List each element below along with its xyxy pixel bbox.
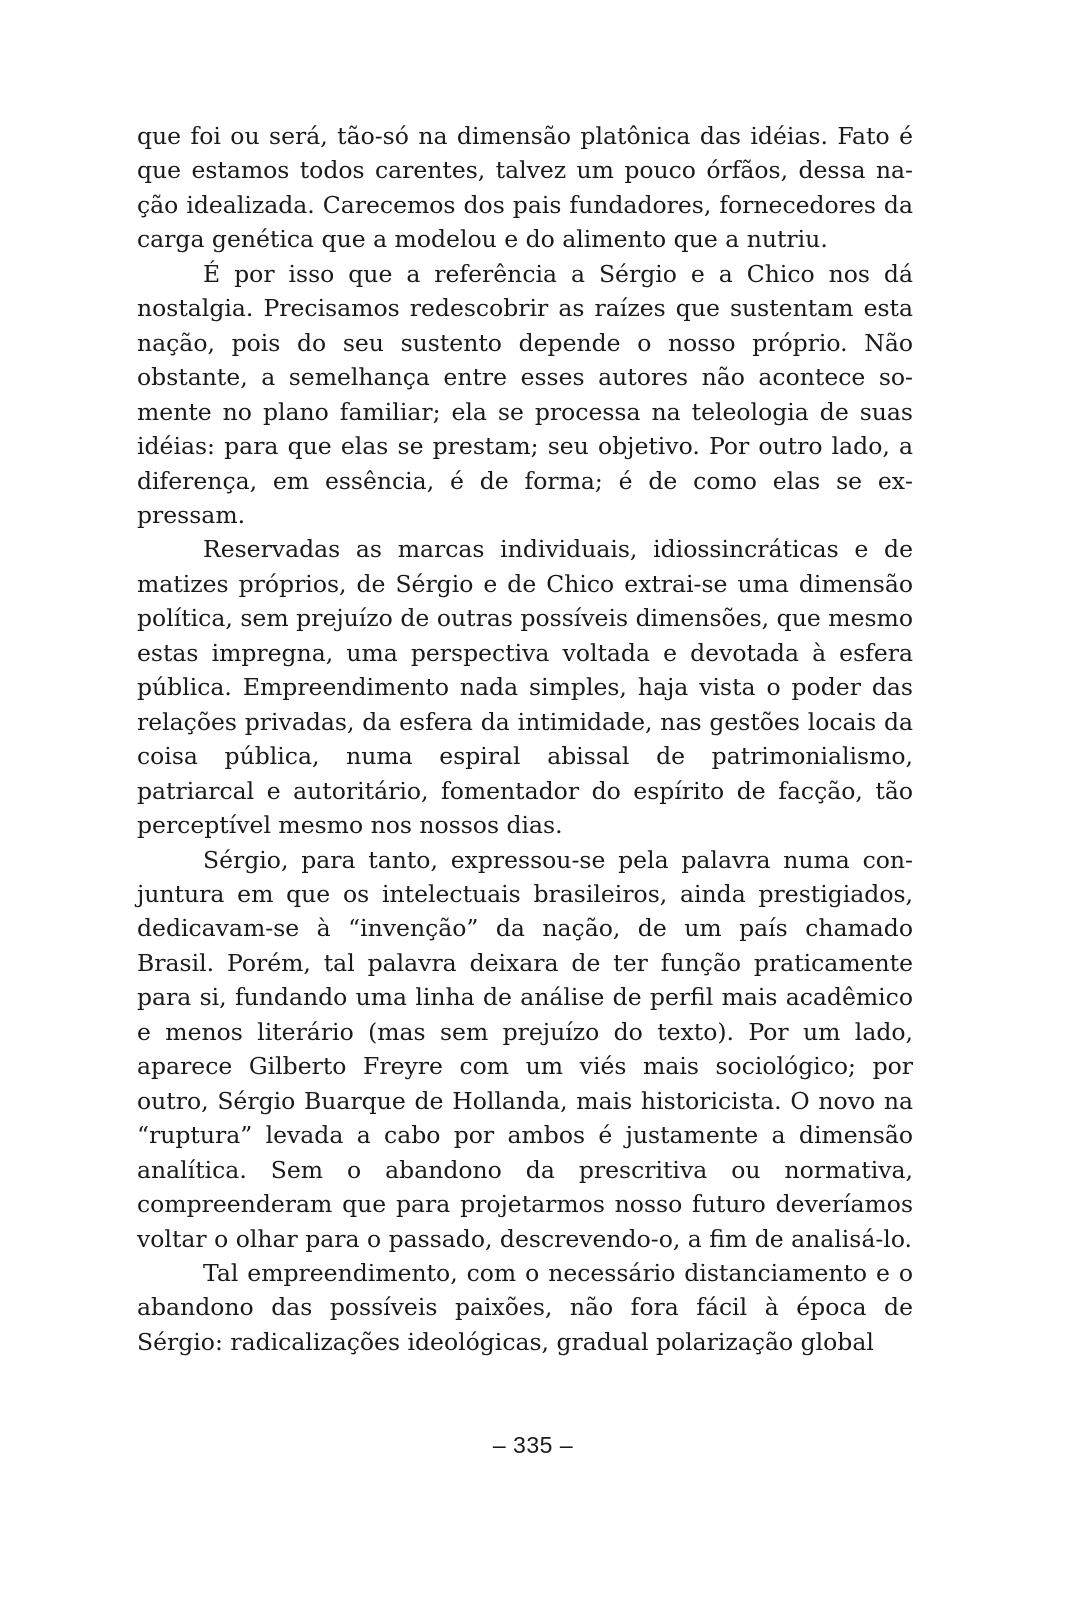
body-text xyxy=(137,119,913,1359)
paragraph: Tal empreendimento, com o necessário distanciamento e o abandono das possíveis paixões, não fora fácil à época de Sérgio: radicalizações ideológicas, gradual polarização global xyxy=(137,1258,913,1356)
paragraph: É por isso que a referência a Sérgio e a Chico nos dá nostalgia. Precisamos redescobrir as raízes que sustentam esta nação, pois do seu sustento depende o nosso próprio. Não obstante, a semelhança entre esses autores não acontece somente no plano familiar; ela se processa na teleologia de suas idéias: para que elas se prestam; seu objetivo. Por outro lado, a diferença, em essência, é de forma; é de como elas se expressam. xyxy=(137,259,913,529)
paragraph-continued: que foi ou será, tão-só na dimensão platônica das idéias. Fato é que estamos todos carentes, talvez um pouco órfãos, dessa nação idealizada. Carecemos dos pais fundadores, fornecedores da carga genética que a modelou e do alimento que a nutriu. xyxy=(137,122,913,254)
paragraph: Sérgio, para tanto, expressou-se pela palavra numa conjuntura em que os intelectuais brasileiros, ainda prestigiados, dedicavam-se à “invenção” da nação, de um país chamado Brasil. Porém, tal palavra deixara de ter função praticamente para si, fundando uma linha de análise de perfil mais acadêmico e menos literário (mas sem prejuízo do texto). Por um lado, aparece Gilberto Freyre com um viés mais sociológico; por outro, Sérgio Buarque de Hollanda, mais historicista. O novo na “ruptura” levada a cabo por ambos é justamente a dimensão analítica. Sem o abandono da prescritiva ou normativa, compreenderam que para projetarmos nosso futuro deveríamos voltar o olhar para o passado, descrevendo-o, a fim de analisá-lo. xyxy=(137,845,913,1253)
page-number: – 335 – xyxy=(492,1432,574,1458)
paragraph: Reservadas as marcas individuais, idiossincráticas e de matizes próprios, de Sérgio e de Chico extrai-se uma dimensão política, sem prejuízo de outras possíveis dimensões, que mesmo estas impregna, uma perspectiva voltada e devotada à esfera pública. Empreendimento nada simples, haja vista o poder das relações privadas, da esfera da intimidade, nas gestões locais da coisa pública, numa espiral abissal de patrimonialismo, patriarcal e autoritário, fomentador do espírito de facção, tão perceptível mesmo nos nossos dias. xyxy=(137,535,913,840)
